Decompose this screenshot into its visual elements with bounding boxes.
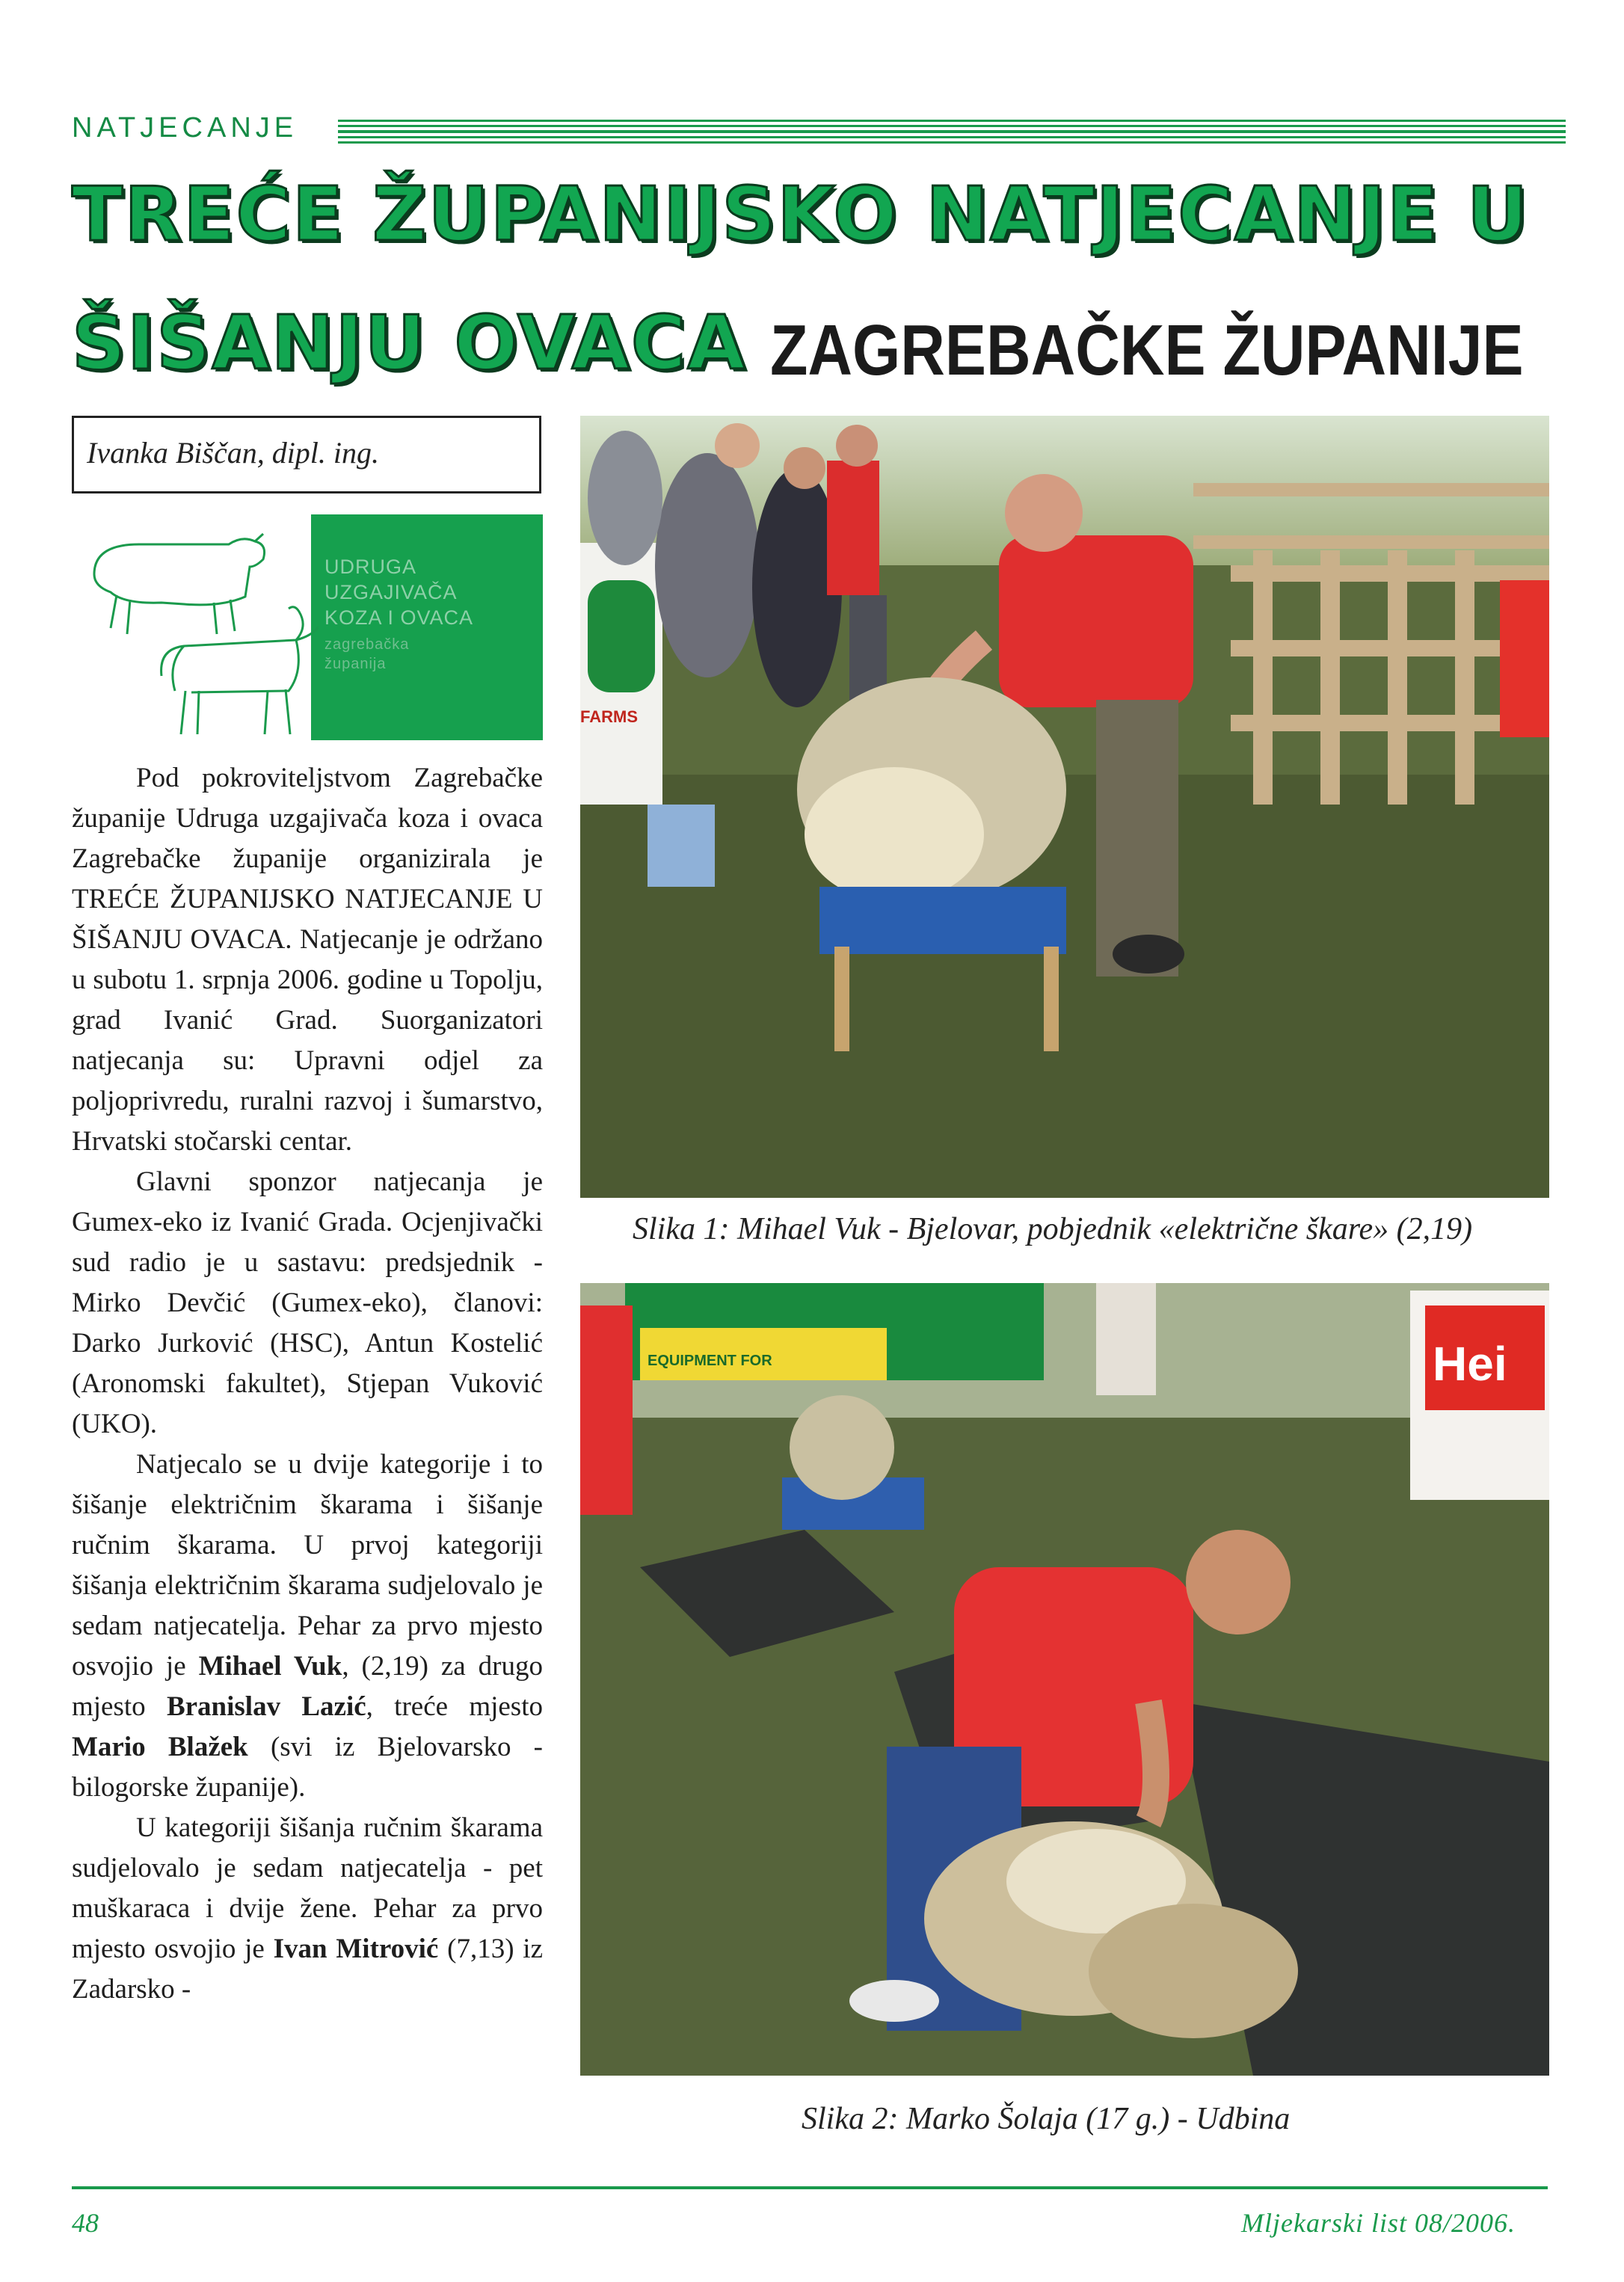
second-place-name: Branislav Lazić: [166, 1691, 366, 1722]
photo-2-caption: Slika 2: Marko Šolaja (17 g.) - Udbina: [802, 2102, 1291, 2136]
photo2-banner-text: Hei: [1433, 1337, 1507, 1391]
logo-text-line4: zagrebačka: [325, 636, 410, 653]
logo-text-line2: UZGAJIVAČA: [325, 581, 458, 603]
manual-winner-name: Ivan Mitrović: [273, 1934, 439, 1964]
sheep-goat-icon: [72, 514, 319, 740]
photo-2-sheep-shearing: [580, 1283, 1549, 2076]
headline-line2-dark: ZAGREBAČKE ŽUPANIJE: [770, 310, 1524, 390]
page-number: 48: [72, 2208, 99, 2238]
photo2-banner2-text: EQUIPMENT FOR: [648, 1353, 772, 1369]
footer-rule: [72, 2186, 1548, 2189]
photo-1-caption: Slika 1: Mihael Vuk - Bjelovar, pobjednik «električne škare» (2,19): [633, 1212, 1473, 1246]
headline-line1: TREĆE ŽUPANIJSKO NATJECANJE U: [72, 170, 1530, 258]
third-place-name: Mario Blažek: [72, 1732, 248, 1762]
article-body: [72, 758, 543, 2010]
photo-1-sheep-shearing: [580, 416, 1549, 1198]
paragraph-2: Glavni sponzor natjecanja je Gumex-eko iz Ivanić Grada. Ocjenjivački sud radio je u sastavu: predsjednik - Mirko Devčić (Gumex-eko), članovi: Darko Jurković (HSC), Antun Kostelić (Aronomski fakultet), Stjepan Vuković (UKO).: [72, 1166, 543, 1439]
header-rule: [338, 120, 1566, 145]
section-label: NATJECANJE: [72, 112, 298, 144]
winner-name: Mihael Vuk: [198, 1651, 342, 1682]
paragraph-3: Natjecalo se u dvije kategorije i to šišanje električnim škarama i šišanje ručnim škarama. U prvoj kategoriji šišanja električnim škarama sudjelovalo je sedam natjecatelja. Pehar za prvo mjesto osvojio je Mihael Vuk, (2,19) za drugo mjesto Branislav Lazić, treće mjesto Mario Blažek (svi iz Bjelovarsko - bilogorske županije).: [72, 1449, 544, 1803]
logo-text-line5: županija: [325, 656, 387, 672]
association-logo: [72, 514, 543, 740]
logo-text-line1: UDRUGA: [325, 556, 417, 578]
headline-line2-green: ŠIŠANJU OVACA: [72, 299, 747, 387]
paragraph-1: Pod pokroviteljstvom Zagrebačke županije Udruga uzgajivača koza i ovaca Zagrebačke županije organizirala je TREĆE ŽUPANIJSKO NATJECANJE U ŠIŠANJU OVACA. Natjecanje je održano u subotu 1. srpnja 2006. godine u Topolju, grad Ivanić Grad. Suorganizatori natjecanja su: Upravni odjel za poljoprivredu, ruralni razvoj i šumarstvo, Hrvatski stočarski centar.: [72, 763, 543, 1157]
logo-text-line3: KOZA I OVACA: [325, 606, 474, 629]
author-name: Ivanka Biščan, dipl. ing.: [87, 436, 380, 470]
journal-name: Mljekarski list 08/2006.: [1241, 2208, 1516, 2238]
photo1-banner-text: FARMS: [580, 707, 638, 726]
paragraph-4: U kategoriji šišanja ručnim škarama sudjelovalo je sedam natjecatelja - pet muškaraca i dvije žene. Pehar za prvo mjesto osvojio je Ivan Mitrović (7,13) iz Zadarsko -: [72, 1812, 543, 2005]
